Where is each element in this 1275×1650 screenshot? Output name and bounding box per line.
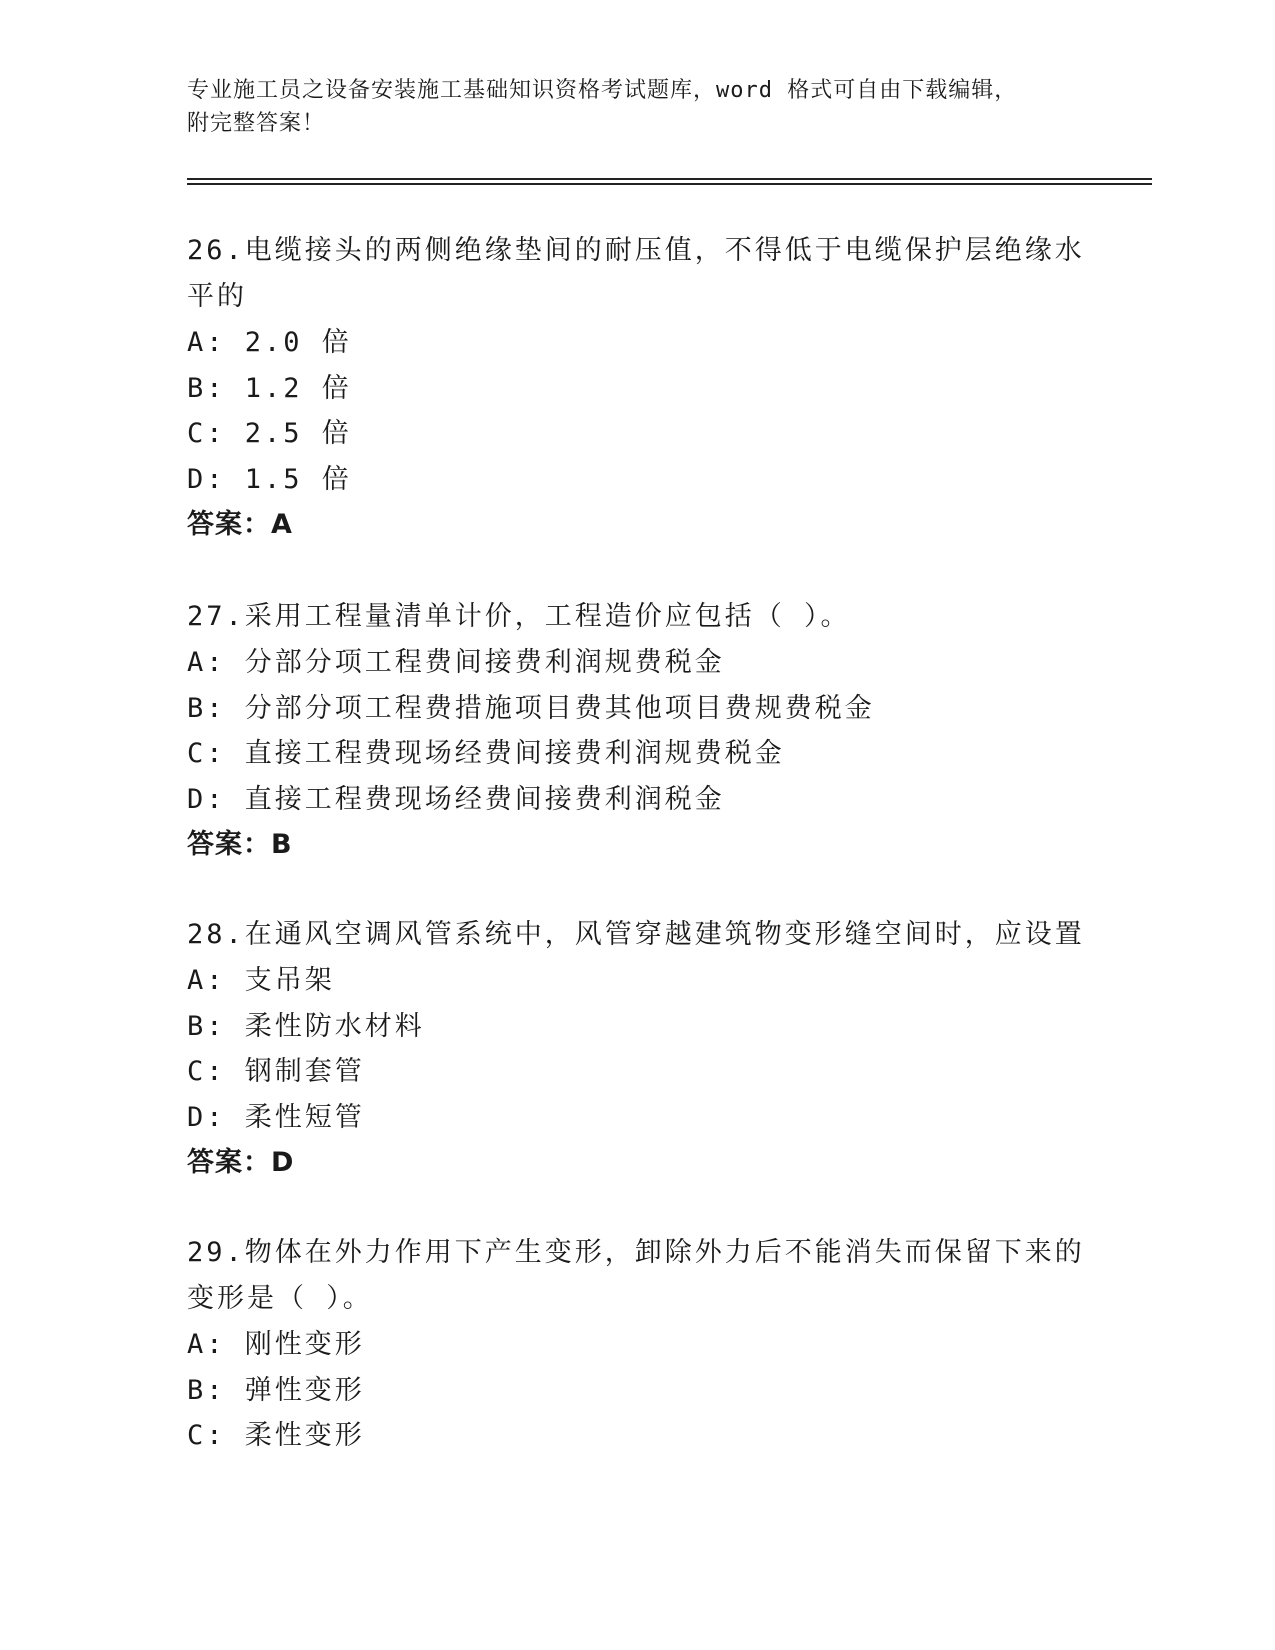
option-a: A: 支吊架	[187, 965, 335, 996]
option-a: A: 分部分项工程费间接费利润规费税金	[187, 647, 725, 678]
option-a: A: 刚性变形	[187, 1329, 365, 1360]
option-b: B: 弹性变形	[187, 1374, 365, 1406]
question-28	[187, 912, 1087, 1186]
option-a: A: 2.0 倍	[187, 327, 352, 358]
document-header	[187, 74, 1087, 140]
option-b: B: 1.2 倍	[187, 372, 352, 404]
answer: 答案：A	[187, 509, 293, 540]
option-c: C: 直接工程费现场经费间接费利润规费税金	[187, 738, 785, 769]
header-line-2: 附完整答案！	[187, 111, 326, 136]
header-divider-bottom	[187, 183, 1152, 185]
answer: 答案：D	[187, 1147, 295, 1178]
question-text: 26.电缆接头的两侧绝缘垫间的耐压值，不得低于电缆保护层绝缘水平的	[187, 235, 1085, 312]
option-c: C: 2.5 倍	[187, 418, 352, 449]
option-d: D: 直接工程费现场经费间接费利润税金	[187, 783, 725, 815]
question-text: 28.在通风空调风管系统中，风管穿越建筑物变形缝空间时，应设置	[187, 919, 1085, 950]
question-text: 29.物体在外力作用下产生变形，卸除外力后不能消失而保留下来的变形是（ ）。	[187, 1237, 1085, 1314]
header-divider-top	[187, 178, 1152, 180]
question-26	[187, 228, 1087, 548]
option-c: C: 钢制套管	[187, 1056, 365, 1087]
option-c: C: 柔性变形	[187, 1420, 365, 1451]
option-b: B: 柔性防水材料	[187, 1010, 425, 1042]
option-d: D: 柔性短管	[187, 1101, 365, 1133]
option-d: D: 1.5 倍	[187, 463, 352, 495]
header-line-1: 专业施工员之设备安装施工基础知识资格考试题库，word 格式可自由下载编辑，	[187, 78, 1018, 103]
answer: 答案：B	[187, 829, 293, 860]
question-27	[187, 594, 1087, 868]
option-b: B: 分部分项工程费措施项目费其他项目费规费税金	[187, 692, 875, 724]
question-text: 27.采用工程量清单计价，工程造价应包括（ ）。	[187, 601, 851, 632]
question-29	[187, 1230, 1087, 1459]
